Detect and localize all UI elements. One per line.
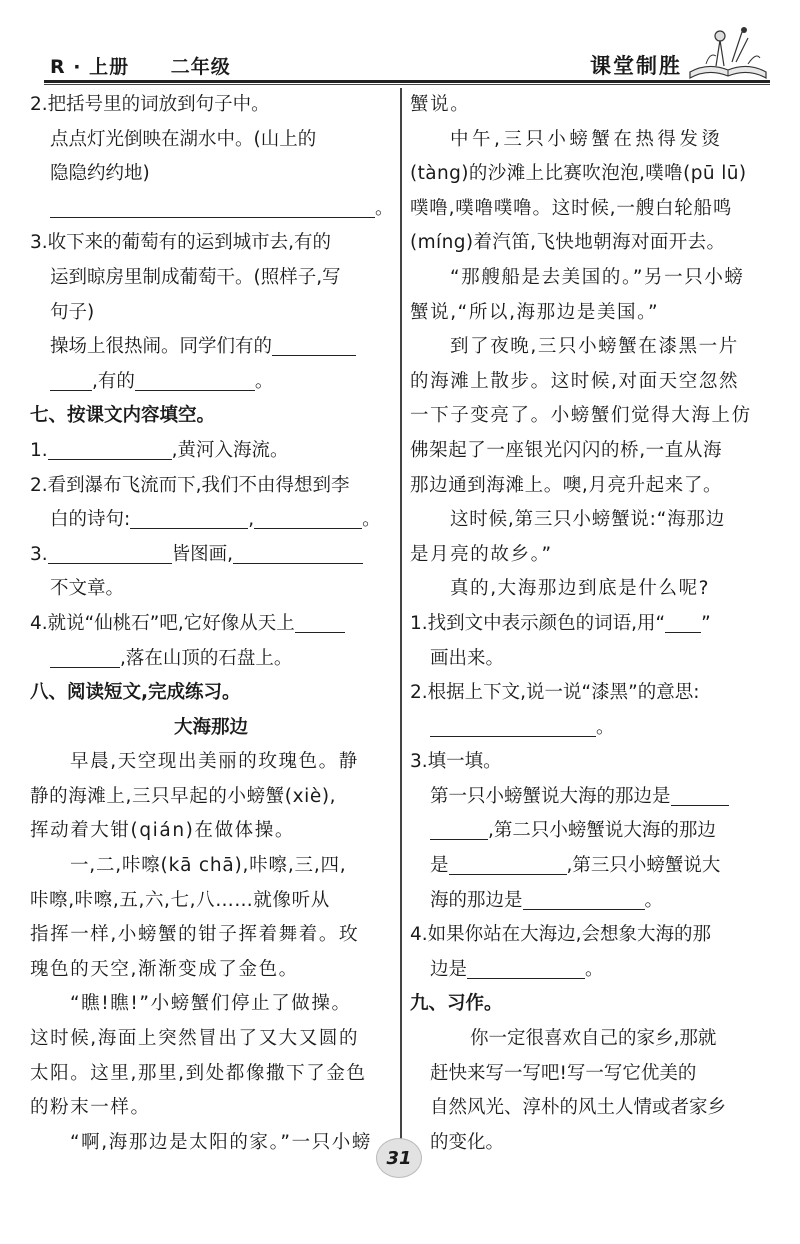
book-logo-icon xyxy=(686,22,770,82)
answer-blank[interactable] xyxy=(130,528,248,529)
rq2-l2: 。 xyxy=(410,711,770,746)
s7-item-1: 1. ,黄河入海流。 xyxy=(30,439,289,461)
rq2-l1: 2.根据上下文,说一说“漆黑”的意思: xyxy=(410,682,700,704)
s9-l3: 自然风光、淳朴的风土人情或者家乡 xyxy=(430,1097,727,1119)
s9-l1: 你一定很喜欢自己的家乡,那就 xyxy=(470,1028,717,1050)
header-brand: 课堂制胜 xyxy=(590,54,682,78)
answer-blank[interactable] xyxy=(233,563,363,564)
s9-l2: 赶快来写一写吧!写一写它优美的 xyxy=(430,1062,697,1084)
story-p3-l3: 太阳。这里,那里,到处都像撒下了金色 xyxy=(30,1062,367,1084)
s7-item-3-l2: 不文章。 xyxy=(50,578,125,600)
story-p7-l3: 一下子变亮了。小螃蟹们觉得大海上仿 xyxy=(410,405,752,427)
rq1-l2: 画出来。 xyxy=(430,647,505,669)
section-9-title: 九、习作。 xyxy=(410,993,503,1015)
q6-3-example-l2: ,有的 。 xyxy=(30,365,392,400)
rq3-l4: 是 ,第三只小螃蟹说大 xyxy=(430,855,721,877)
story-p7-l2: 的海滩上散步。这时候,对面天空忽然 xyxy=(410,370,740,392)
story-p7-l1: 到了夜晚,三只小螃蟹在漆黑一片 xyxy=(450,336,739,358)
s7-item-2-l1: 2.看到瀑布飞流而下,我们不由得想到李 xyxy=(30,474,350,496)
page-header xyxy=(0,0,800,84)
s7-item-4-l1: 4.就说“仙桃石”吧,它好像从天上 xyxy=(30,607,392,642)
answer-blank[interactable] xyxy=(430,839,488,840)
q6-2-sentence: 点点灯光倒映在湖水中。(山上的 xyxy=(50,128,317,150)
header-rule-thin xyxy=(44,84,770,85)
story-p5-l3: 噗噜,噗噜噗噜。这时候,一艘白轮船鸣 xyxy=(410,197,733,219)
answer-blank[interactable] xyxy=(50,390,92,391)
story-p2-l2: 咔嚓,咔嚓,五,六,七,八……就像听从 xyxy=(30,889,330,911)
left-column xyxy=(30,88,392,1160)
s9-l4: 的变化。 xyxy=(430,1131,505,1153)
answer-blank[interactable] xyxy=(135,390,255,391)
answer-blank[interactable] xyxy=(467,978,585,979)
page-number: 31 xyxy=(376,1138,422,1178)
story-p4-l1: “啊,海那边是太阳的家。”一只小螃 xyxy=(70,1131,373,1153)
story-p4-l2: 蟹说。 xyxy=(410,94,471,115)
answer-blank[interactable] xyxy=(254,528,362,529)
story-p2-l1: 一,二,咔嚓(kā chā),咔嚓,三,四, xyxy=(70,855,347,877)
header-grade: 二年级 xyxy=(170,56,231,78)
story-p3-l2: 这时候,海面上突然冒出了又大又圆的 xyxy=(30,1028,360,1050)
rq4-l2: 边是 。 xyxy=(430,958,604,980)
answer-blank[interactable] xyxy=(50,667,120,668)
s7-item-4-l2: ,落在山顶的石盘上。 xyxy=(30,642,392,677)
story-p3-l1: “瞧!瞧!”小螃蟹们停止了做操。 xyxy=(70,993,352,1015)
story-p8-l1: 这时候,第三只小螃蟹说:“海那边 xyxy=(450,509,725,531)
story-p1-l3: 挥动着大钳(qián)在做体操。 xyxy=(30,820,295,842)
story-p6-l2: 蟹说,“所以,海那边是美国。” xyxy=(410,301,660,323)
q6-3-example-l1: 操场上很热闹。同学们有的 xyxy=(30,330,392,365)
answer-blank[interactable] xyxy=(48,563,172,564)
header-edition-grade xyxy=(50,52,265,79)
rq3-l3: ,第二只小螃蟹说大海的那边 xyxy=(410,814,770,849)
rq4-l1: 4.如果你站在大海边,会想象大海的那 xyxy=(410,924,712,946)
story-p8-l2: 是月亮的故乡。” xyxy=(410,543,553,565)
right-column xyxy=(410,88,770,1160)
q6-2-answer-line: 。 xyxy=(30,192,392,227)
q6-3-prompt-l1: 3.收下来的葡萄有的运到城市去,有的 xyxy=(30,232,332,254)
story-p3-l4: 的粉末一样。 xyxy=(30,1097,151,1119)
header-edition: R · 上册 xyxy=(50,56,130,78)
q6-3-prompt-l2: 运到晾房里制成葡萄干。(照样子,写 xyxy=(50,266,341,288)
rq3-l2: 第一只小螃蟹说大海的那边是 xyxy=(410,780,770,815)
rq3-l1: 3.填一填。 xyxy=(410,751,502,773)
answer-blank[interactable] xyxy=(430,736,596,737)
story-p5-l4: (míng)着汽笛,飞快地朝海对面开去。 xyxy=(410,232,726,254)
s7-item-3-l1: 3. 皆图画, xyxy=(30,538,392,573)
section-8-title: 八、阅读短文,完成练习。 xyxy=(30,682,241,704)
answer-blank[interactable] xyxy=(523,909,645,910)
story-p5-l2: (tàng)的沙滩上比赛吹泡泡,噗噜(pū lū) xyxy=(410,163,747,185)
story-title: 大海那边 xyxy=(173,716,248,738)
q6-3-prompt-l3: 句子) xyxy=(50,301,95,323)
story-p6-l1: “那艘船是去美国的。”另一只小螃 xyxy=(450,266,745,288)
rq1-l1: 1.找到文中表示颜色的词语,用“ ” xyxy=(410,612,711,634)
story-p2-l3: 指挥一样,小螃蟹的钳子挥着舞着。玫 xyxy=(30,924,360,946)
story-p5-l1: 中午,三只小螃蟹在热得发烫 xyxy=(450,128,724,150)
story-p7-l4: 佛架起了一座银光闪闪的桥,一直从海 xyxy=(410,439,723,461)
column-divider xyxy=(400,88,402,1144)
q6-2-sentence-cont: 隐隐约约地) xyxy=(50,163,150,185)
story-p1-l1: 早晨,天空现出美丽的玫瑰色。静 xyxy=(70,751,359,773)
answer-blank[interactable] xyxy=(671,805,729,806)
answer-blank[interactable] xyxy=(50,217,375,218)
answer-blank[interactable] xyxy=(48,459,172,460)
answer-blank[interactable] xyxy=(295,632,345,633)
story-p2-l4: 瑰色的天空,渐渐变成了金色。 xyxy=(30,958,299,980)
header-rule-thick xyxy=(44,80,770,83)
answer-blank[interactable] xyxy=(272,355,356,356)
story-p9-l1: 真的,大海那边到底是什么呢? xyxy=(450,578,711,600)
underline-sample xyxy=(665,632,701,633)
s7-item-2-l2: 白的诗句: , 。 xyxy=(50,509,381,531)
section-7-title: 七、按课文内容填空。 xyxy=(30,405,216,427)
q6-2-prompt: 2.把括号里的词放到句子中。 xyxy=(30,94,270,115)
answer-blank[interactable] xyxy=(449,874,567,875)
story-p7-l5: 那边通到海滩上。噢,月亮升起来了。 xyxy=(410,474,723,496)
rq3-l5: 海的那边是 。 xyxy=(430,889,664,911)
story-p1-l2: 静的海滩上,三只早起的小螃蟹(xiè), xyxy=(30,785,337,807)
